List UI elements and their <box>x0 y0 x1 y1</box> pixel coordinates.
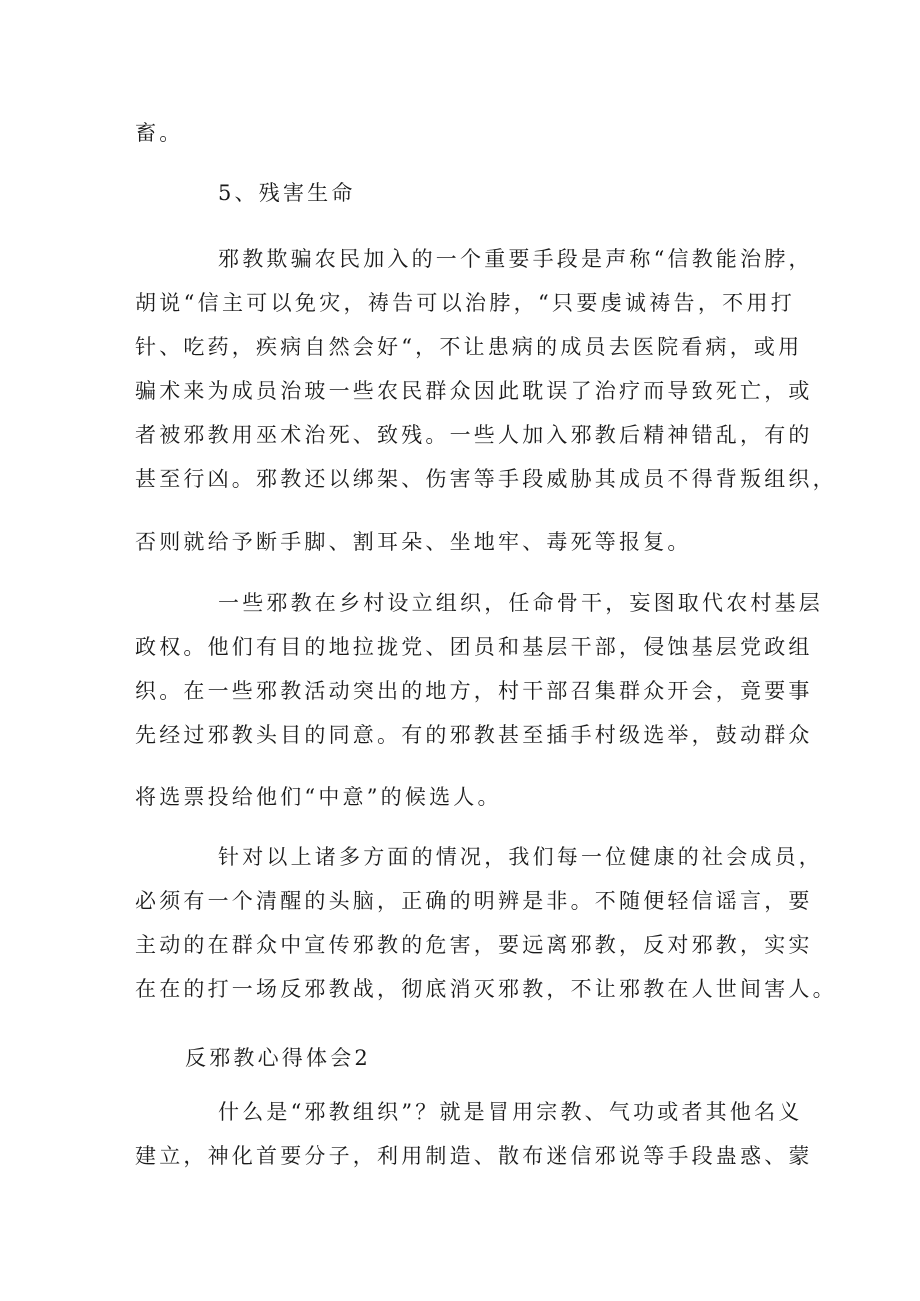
paragraph-line: 者被邪教用巫术治死、致残。一些人加入邪教后精神错乱，有的 <box>135 423 813 447</box>
paragraph-line: 建立，神化首要分子，利用制造、散布迷信邪说等手段蛊惑、蒙 <box>135 1144 813 1168</box>
paragraph-line: 必须有一个清醒的头脑，正确的明辨是非。不随便轻信谣言，要 <box>135 889 813 913</box>
paragraph-line: 畜。 <box>135 121 184 145</box>
paragraph-line: 针对以上诸多方面的情况，我们每一位健康的社会成员， <box>218 845 823 869</box>
paragraph-line: 什么是“邪教组织”？就是冒用宗教、气功或者其他名义 <box>218 1100 803 1124</box>
paragraph-line: 针、吃药，疾病自然会好“，不让患病的成员去医院看病，或用 <box>135 335 803 359</box>
paragraph-line: 胡说“信主可以免灾，祷告可以治脖，“只要虔诚祷告，不用打 <box>135 291 795 315</box>
paragraph-line: 主动的在群众中宣传邪教的危害，要远离邪教，反对邪教，实实 <box>135 933 813 957</box>
paragraph-line: 政权。他们有目的地拉拢党、团员和基层干部，侵蚀基层党政组 <box>135 635 813 659</box>
paragraph-line: 织。在一些邪教活动突出的地方，村干部召集群众开会，竟要事 <box>135 679 813 703</box>
paragraph-line: 先经过邪教头目的同意。有的邪教甚至插手村级选举，鼓动群众 <box>135 723 813 747</box>
paragraph-line: 邪教欺骗农民加入的一个重要手段是声称“信教能治脖， <box>218 247 813 271</box>
paragraph-line: 否则就给予断手脚、割耳朵、坐地牢、毒死等报复。 <box>135 530 692 554</box>
paragraph-line: 骗术来为成员治玻一些农民群众因此耽误了治疗而导致死亡，或 <box>135 379 813 403</box>
paragraph-line: 在在的打一场反邪教战，彻底消灭邪教，不让邪教在人世间害人。 <box>135 977 837 1001</box>
paragraph-line: 甚至行凶。邪教还以绑架、伤害等手段威胁其成员不得背叛组织， <box>135 467 837 491</box>
section-heading: 5、残害生命 <box>218 181 356 205</box>
paragraph-line: 一些邪教在乡村设立组织，任命骨干，妄图取代农村基层 <box>218 591 823 615</box>
article-heading: 反邪教心得体会2 <box>185 1046 371 1070</box>
paragraph-line: 将选票投给他们“中意”的候选人。 <box>135 785 502 809</box>
